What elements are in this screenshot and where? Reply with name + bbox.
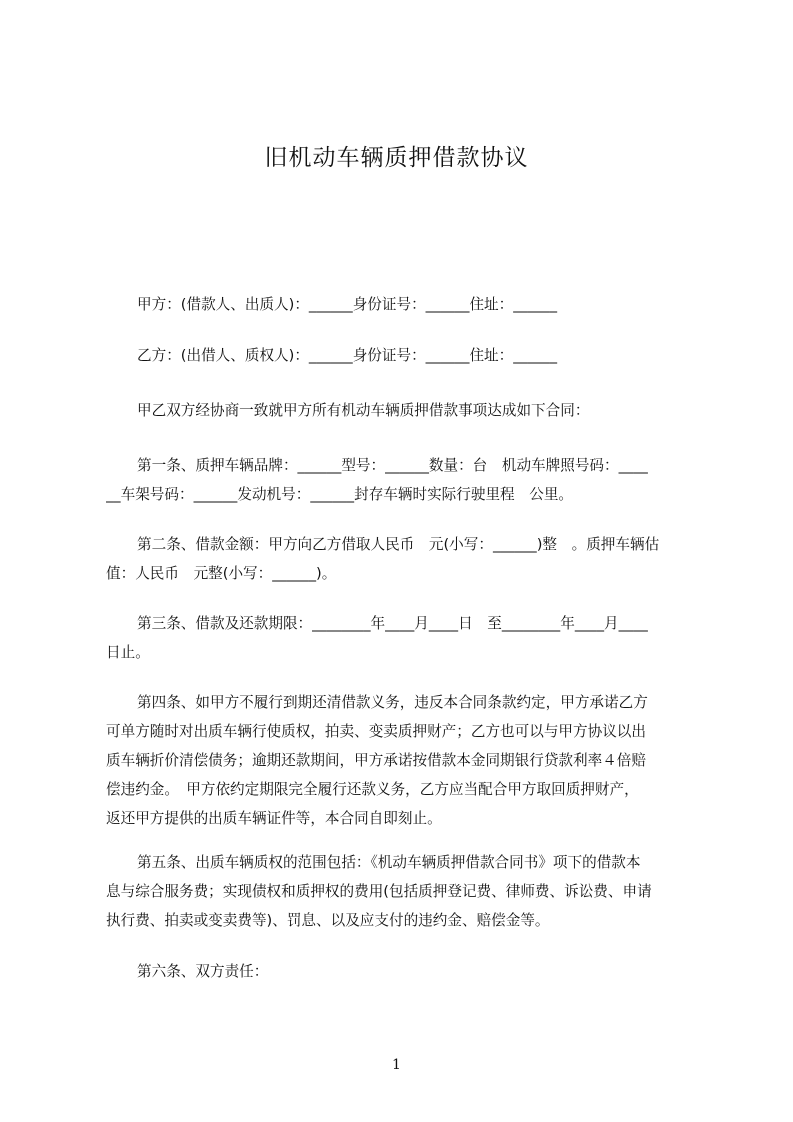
paragraph-line: 第一条、质押车辆品牌：______型号：______数量：台 机动车牌照号码：____ [137,457,648,474]
paragraph-line: 乙方：(出借人、质权人)：______身份证号：______住址：______ [137,347,558,364]
paragraph-5 [106,530,702,588]
paragraph-line: 第二条、借款金额：甲方向乙方借取人民币 元(小写：______)整 。质押车辆估 [137,536,660,553]
paragraph-line: 息与综合服务费；实现债权和质押权的费用(包括质押登记费、律师费、诉讼费、申请 [106,883,652,900]
page-number: 1 [392,1057,401,1073]
paragraph-line: 第四条、如甲方不履行到期还清借款义务，违反本合同条款约定，甲方承诺乙方 [137,694,648,711]
document-title: 旧机动车辆质押借款协议 [264,145,529,171]
paragraph-line: 可单方随时对出质车辆行使质权，拍卖、变卖质押财产；乙方也可以与甲方协议以出 [106,723,646,740]
paragraph-line: 返还甲方提供的出质车辆证件等，本合同自即刻止。 [106,810,442,827]
paragraph-8 [106,848,702,935]
paragraph-line: 日止。 [106,644,150,661]
paragraph-line: 偿违约金。 甲方依约定期限完全履行还款义务，乙方应当配合甲方取回质押财产， [106,781,639,798]
paragraph-4 [106,451,702,509]
paragraph-line: 值：人民币 元整(小写：______)。 [106,565,337,582]
paragraph-line: 第六条、双方责任： [137,963,269,980]
paragraph-6 [106,609,702,667]
paragraph-line: 甲乙双方经协商一致就甲方所有机动车辆质押借款事项达成如下合同： [137,402,590,419]
paragraph-line: 甲方：(借款人、出质人)：______身份证号：______住址：______ [137,296,558,313]
paragraph-9 [106,957,702,986]
paragraph-line: 第五条、出质车辆质权的范围包括：《机动车辆质押借款合同书》项下的借款本 [137,854,641,871]
paragraph-line: 执行费、拍卖或变卖费等)、罚息、以及应支付的违约金、赔偿金等。 [106,912,550,929]
paragraph-line: 质车辆折价清偿债务；逾期还款期间，甲方承诺按借款本金同期银行贷款利率４倍赔 [106,752,646,769]
paragraph-line: 第三条、借款及还款期限：________年____月____日 至________年____月____ [137,615,648,632]
paragraph-line: __车架号码：______发动机号：______封存车辆时实际行驶里程 公里。 [106,486,574,503]
paragraph-1 [106,290,702,319]
paragraph-2 [106,341,702,370]
paragraph-3 [106,396,702,425]
paragraph-7 [106,688,702,833]
